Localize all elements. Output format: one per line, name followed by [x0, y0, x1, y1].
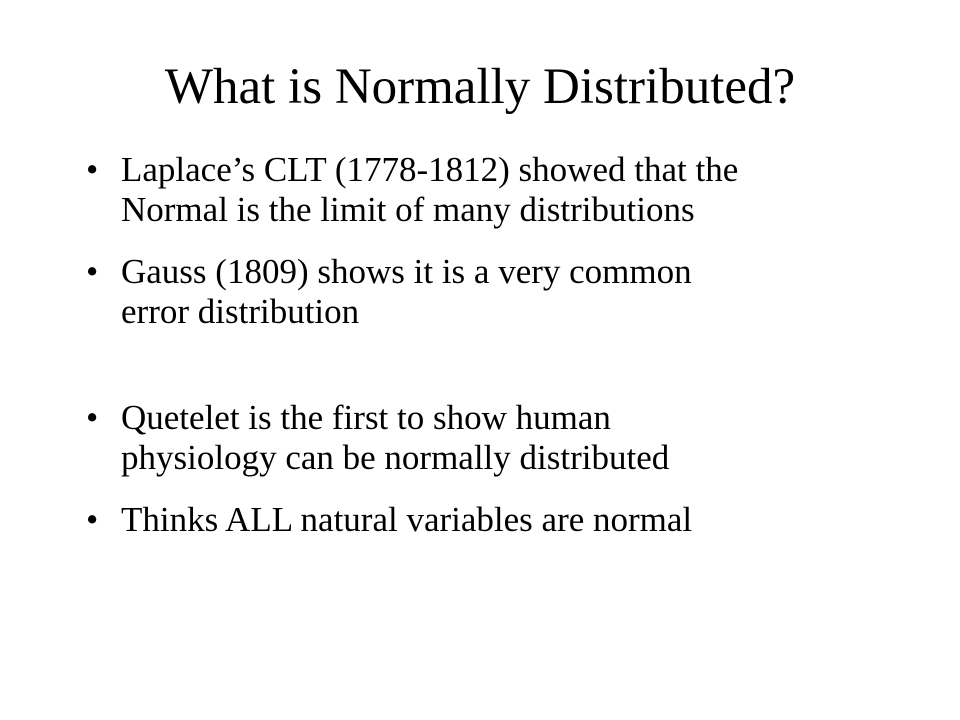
bullet-item-gauss [86, 252, 886, 332]
bullet-marker: • [86, 500, 99, 539]
bullet-marker: • [86, 150, 99, 189]
bullet-text-line: Normal is the limit of many distributions [121, 190, 695, 229]
bullet-text-line: Laplace’s CLT (1778-1812) showed that the [121, 150, 739, 189]
bullet-item-natural-variables [86, 500, 886, 540]
slide-title: What is Normally Distributed? [164, 59, 796, 115]
bullet-text-line: error distribution [121, 292, 360, 331]
bullet-item-quetelet [86, 398, 886, 478]
bullet-marker: • [86, 398, 99, 437]
bullet-marker: • [86, 252, 99, 291]
bullet-text-line: Gauss (1809) shows it is a very common [121, 252, 692, 291]
bullet-text-line: Thinks ALL natural variables are normal [121, 500, 693, 539]
bullet-list [86, 150, 886, 562]
bullet-item-laplace [86, 150, 886, 230]
bullet-text-line: Quetelet is the first to show human [121, 398, 611, 437]
bullet-text-line: physiology can be normally distributed [121, 438, 670, 477]
